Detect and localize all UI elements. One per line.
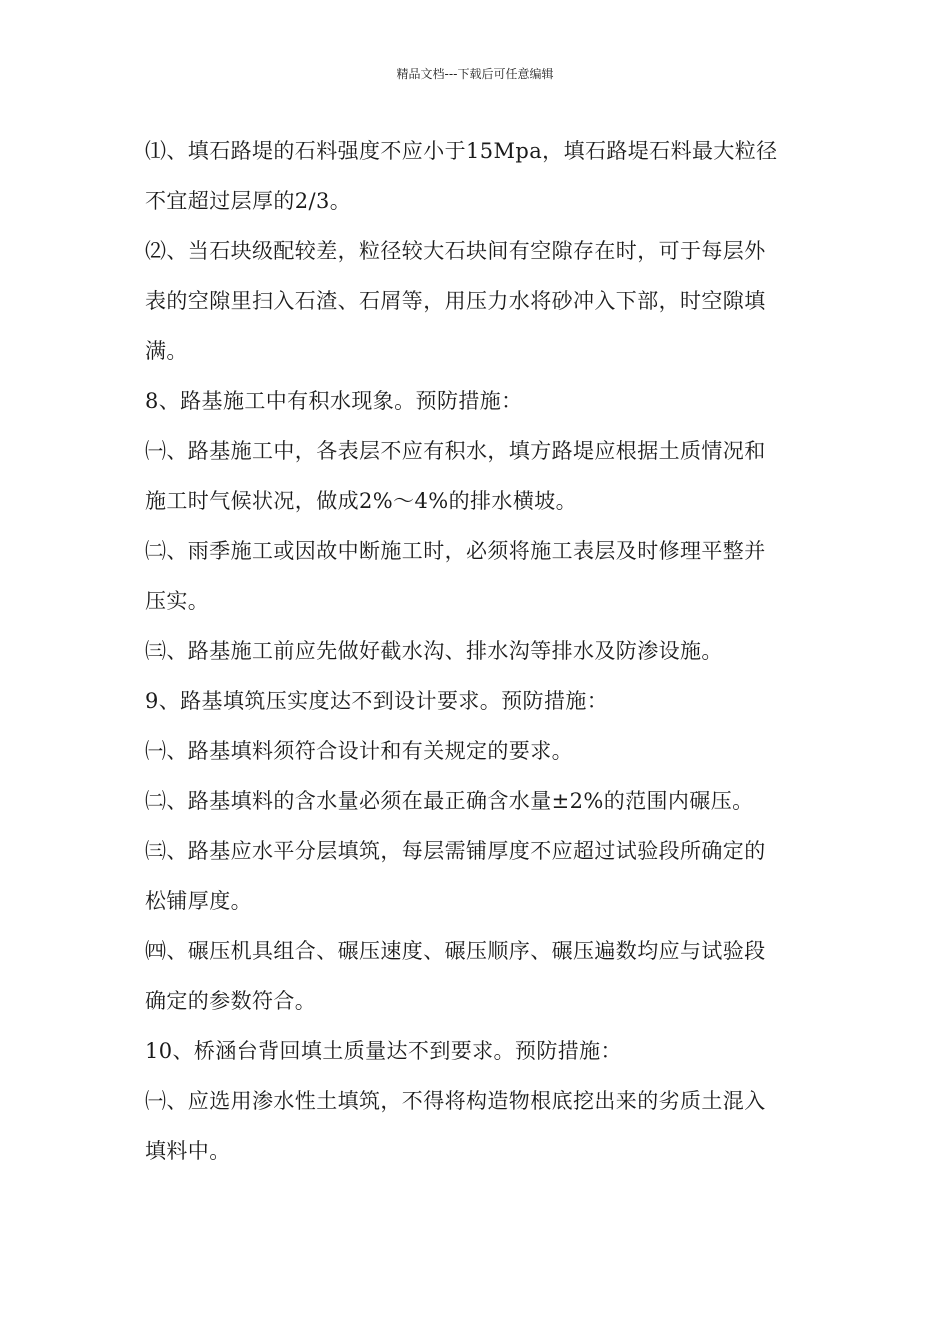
text-line-18: 确定的参数符合。 [145, 989, 317, 1013]
text-line-20: ㈠、应选用渗水性土填筑，不得将构造物根底挖出来的劣质土混入 [145, 1089, 766, 1113]
text-line-13: ㈠、路基填料须符合设计和有关规定的要求。 [145, 739, 573, 763]
text-line-5: 满。 [145, 339, 188, 363]
text-line-3: ⑵、当石块级配较差，粒径较大石块间有空隙存在时，可于每层外 [145, 239, 766, 263]
text-line-10: 压实。 [145, 589, 210, 613]
text-line-1: ⑴、填石路堤的石料强度不应小于15Mpa，填石路堤石料最大粒径 [145, 139, 778, 163]
text-line-17: ㈣、碾压机具组合、碾压速度、碾压顺序、碾压遍数均应与试验段 [145, 939, 766, 963]
text-line-15: ㈢、路基应水平分层填筑，每层需铺厚度不应超过试验段所确定的 [145, 839, 766, 863]
text-line-4: 表的空隙里扫入石渣、石屑等，用压力水将砂冲入下部，时空隙填 [145, 289, 766, 313]
page-header: 精品文档---下载后可任意编辑 [396, 67, 554, 81]
section-heading-8: 8、路基施工中有积水现象。预防措施： [145, 389, 523, 413]
text-line-9: ㈡、雨季施工或因故中断施工时，必须将施工表层及时修理平整并 [145, 539, 766, 563]
document-body [145, 126, 795, 1176]
text-line-7: ㈠、路基施工中，各表层不应有积水，填方路堤应根据土质情况和 [145, 439, 766, 463]
text-line-14: ㈡、路基填料的含水量必须在最正确含水量±2%的范围内碾压。 [145, 789, 754, 813]
text-line-8: 施工时气候状况，做成2%～4%的排水横坡。 [145, 489, 578, 513]
section-heading-9: 9、路基填筑压实度达不到设计要求。预防措施： [145, 689, 609, 713]
text-line-2: 不宜超过层厚的2/3。 [145, 189, 352, 213]
section-heading-10: 10、桥涵台背回填土质量达不到要求。预防措施： [145, 1039, 622, 1063]
text-line-16: 松铺厚度。 [145, 889, 252, 913]
text-line-21: 填料中。 [145, 1139, 231, 1163]
text-line-11: ㈢、路基施工前应先做好截水沟、排水沟等排水及防渗设施。 [145, 639, 723, 663]
